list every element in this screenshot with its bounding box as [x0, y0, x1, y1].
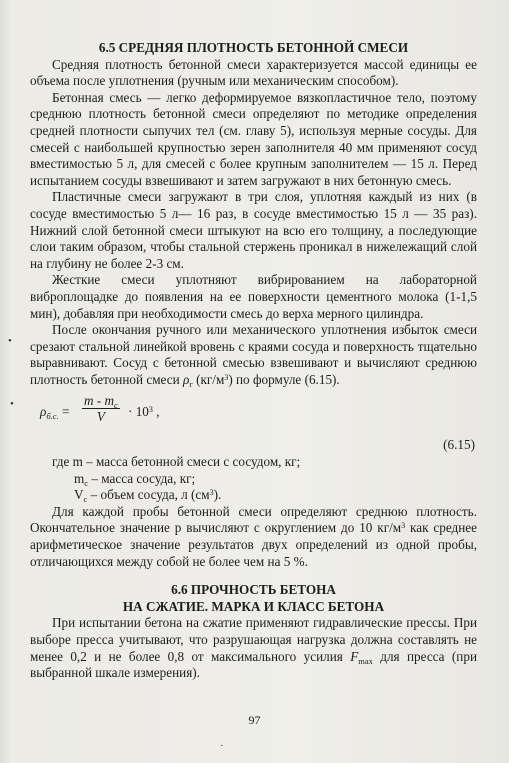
legend-mc — [30, 471, 477, 488]
paragraph-stiff-mixes: Жесткие смеси уплотняют вибрированием на лабораторной виброплощадке до появления на ее поверхности цементного молока (1-1,5 мин), добавляя при необходимости смесь до верха мерного цилиндра. — [30, 272, 477, 321]
scan-speck-mark: · — [220, 740, 224, 752]
formula-denominator: V — [96, 409, 105, 425]
press-f-sub: max — [358, 655, 373, 666]
scan-speck-mark: • — [8, 335, 12, 347]
legend-vc-end: ). — [213, 487, 222, 503]
formula-6-15 — [30, 390, 477, 436]
legend-m: где m – масса бетонной смеси с сосудом, кг; — [52, 454, 301, 470]
formula-rho-sub: б.с. — [46, 411, 59, 422]
final-text-a: Для каждой пробы бетонной смеси определяют среднюю плотность. Окончательное значение p вычисляют с округлением до 10 кг/м — [30, 503, 477, 536]
paragraph-press — [30, 615, 477, 681]
legend-vc-symbol: V — [74, 487, 84, 503]
formula-fraction — [82, 393, 120, 424]
numerator-text: m - m — [84, 393, 115, 409]
press-text-a: При испытании бетона на сжатие применяют гидравлические прессы. При выборе пресса учитывают, что разрушающая нагрузка должна составлять не менее 0,2 и не более 0,8 от максимального усилия — [30, 615, 477, 664]
paragraph-definition: Средняя плотность бетонной смеси характеризуется массой единицы ее объема после уплотнения (ручным или механическим способом). — [30, 56, 477, 89]
paragraph-final-value — [30, 504, 477, 570]
equation-number: (6.15) — [443, 437, 475, 453]
section-title-6-6-line1: 6.6 ПРОЧНОСТЬ БЕТОНА — [171, 582, 336, 598]
scan-speck-mark: • — [10, 398, 14, 410]
paragraph-plastic-mixes: Пластичные смеси загружают в три слоя, уплотняя каждый из них (в сосуде вместимостью 5 л— 16 раз, в сосуде вместимостью 15 л — 35 раз). Нижний слой бетонной смеси штыкуют на всю его толщину, а последующие слои таким образом, чтобы стальной стержень проникал в нижележащий слой на глубину не более 2-3 см. — [30, 189, 477, 271]
press-f-symbol: F — [350, 648, 359, 664]
paragraph-method: Бетонная смесь — легко деформируемое вязкопластичное тело, поэтому среднюю плотность бетонной смеси определяют по методике определения средней плотности сыпучих тел (см. главу 5), используя мерные сосуды. Для смесей с наибольшей крупностью зерен заполнителя 40 мм применяют сосуд вместимостью 5 л, для смесей с более крупным заполнителем — 15 л. Перед испытанием сосуды взвешивают и затем загружают в них бетонную смесь. — [30, 89, 477, 188]
press-text-b: для пресса (при выбранной шкале измерения). — [30, 648, 477, 681]
section-title-6-5: 6.5 СРЕДНЯЯ ПЛОТНОСТЬ БЕТОННОЙ СМЕСИ — [98, 40, 409, 55]
legend-vc — [30, 487, 477, 504]
calc-text: После окончания ручного или механического уплотнения избыток смеси срезают стальной линейкой вровень с краями сосуда и поверхность тщательно выравнивают. Сосуд с бетонной смесью взвешивают и вычисляют среднюю плотность бетонной смеси — [30, 322, 477, 387]
page-number: 97 — [248, 713, 261, 727]
formula-equals: = — [58, 404, 70, 420]
unit-text: (кг/м — [192, 371, 225, 387]
paragraph-calculation — [30, 322, 477, 388]
formula-rho: ρ — [40, 404, 47, 420]
legend-mc-symbol: m — [74, 470, 85, 486]
multiplier-sup: 3 — [148, 405, 153, 415]
rho-symbol: ρ — [182, 371, 190, 387]
rho-subscript: г — [189, 378, 193, 389]
legend-vc-sub: с — [83, 494, 88, 505]
final-text-b: как среднее арифметическое значение результатов двух определений из одной пробы, отличающихся между собой не более чем на 5 %. — [30, 520, 477, 569]
final-sup: 3 — [401, 521, 406, 531]
multiplier-end: , — [152, 404, 160, 420]
numerator-sub: c — [114, 400, 118, 411]
calc-tail: ) по формуле (6.15). — [228, 371, 340, 387]
unit-superscript: 3 — [224, 372, 229, 382]
multiplier-text: · 10 — [128, 404, 149, 420]
legend-mc-text: – масса сосуда, кг; — [88, 470, 196, 486]
formula-multiplier — [128, 404, 159, 421]
formula-lhs — [40, 404, 69, 421]
page-content — [30, 40, 477, 682]
legend-vc-sup: 3 — [209, 488, 214, 498]
formula-numerator — [82, 393, 120, 409]
legend-mc-sub: с — [84, 477, 89, 488]
legend-vc-text: – объем сосуда, л (см — [87, 487, 210, 503]
section-title-6-6-line2: НА СЖАТИЕ. МАРКА И КЛАСС БЕТОНА — [122, 598, 385, 614]
